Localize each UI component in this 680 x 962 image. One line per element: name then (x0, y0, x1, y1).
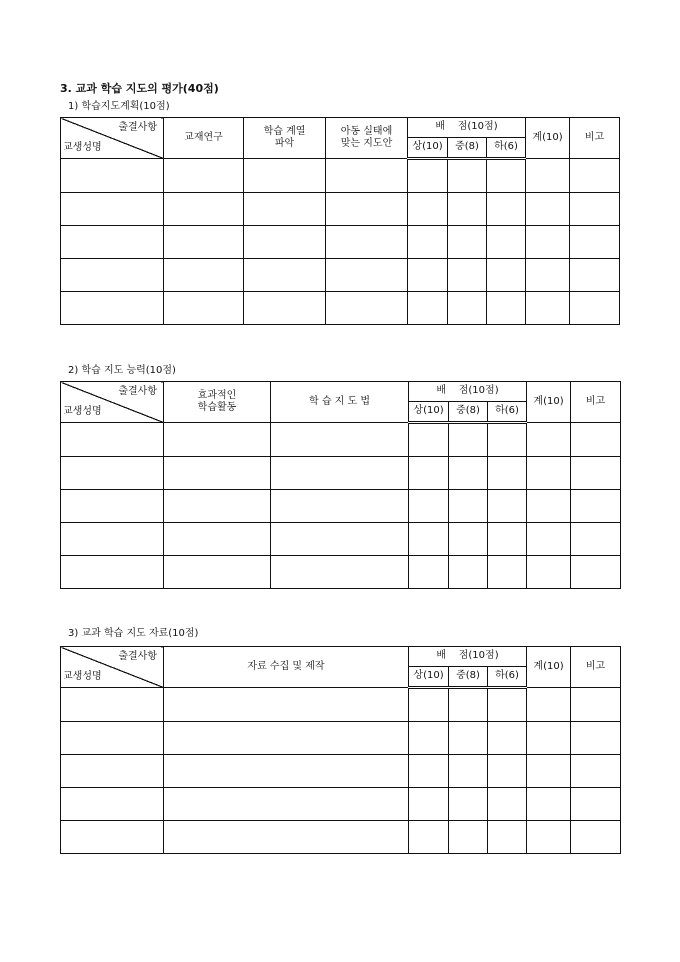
child-condition-line2: 맞는 지도안 (340, 138, 393, 149)
table-row (61, 556, 621, 589)
effective-activity-line2: 학습활동 (197, 402, 237, 413)
material-production-header: 자료 수집 및 제작 (164, 647, 409, 688)
diagonal-header-cell (61, 382, 164, 423)
table1-subtitle: 1) 학습지도계획(10점) (68, 101, 170, 112)
teaching-method-header: 학 습 지 도 법 (271, 382, 409, 423)
remarks-header: 비고 (571, 382, 621, 423)
score-low-header: 하(6) (488, 402, 527, 423)
remarks-header: 비고 (570, 118, 620, 159)
score-header: 배 점(10점) (408, 118, 526, 138)
table-row (61, 722, 621, 755)
score-mid-header: 중(8) (448, 138, 487, 159)
lesson-plan-table (60, 117, 620, 325)
table-row (61, 688, 621, 722)
effective-activity-header (164, 382, 271, 423)
score-high-header: 상(10) (409, 667, 449, 688)
diagonal-header-cell (61, 647, 164, 688)
table-row (61, 490, 621, 523)
diagonal-header-cell (61, 118, 164, 159)
score-mid-header: 중(8) (449, 667, 488, 688)
child-condition-header (326, 118, 408, 159)
table-row (61, 423, 621, 457)
table3-subtitle: 3) 교과 학습 지도 자료(10점) (68, 628, 199, 639)
table-row (61, 523, 621, 556)
student-name-label: 교생성명 (63, 670, 102, 682)
score-high-header: 상(10) (408, 138, 448, 159)
score-header: 배 점(10점) (409, 382, 527, 402)
table-row (61, 193, 620, 226)
table-row (61, 259, 620, 292)
total-header: 계(10) (527, 382, 571, 423)
total-header: 계(10) (527, 647, 571, 688)
section-title: 3. 교과 학습 지도의 평가(40점) (60, 82, 219, 95)
score-mid-header: 중(8) (449, 402, 488, 423)
table-row (61, 226, 620, 259)
student-name-label: 교생성명 (63, 141, 102, 153)
table-row (61, 159, 620, 193)
learning-sequence-header (244, 118, 326, 159)
teaching-materials-table (60, 646, 621, 854)
attendance-label: 출결사항 (118, 122, 157, 133)
student-name-label: 교생성명 (63, 405, 102, 417)
learning-sequence-line1: 학습 계열 (263, 125, 306, 137)
attendance-label: 출결사항 (118, 651, 157, 662)
remarks-header: 비고 (571, 647, 621, 688)
score-low-header: 하(6) (487, 138, 526, 159)
learning-sequence-line2: 파악 (274, 138, 295, 149)
table2-subtitle: 2) 학습 지도 능력(10점) (68, 365, 176, 376)
table-row (61, 292, 620, 325)
table-row (61, 788, 621, 821)
score-low-header: 하(6) (488, 667, 527, 688)
score-header: 배 점(10점) (409, 647, 527, 667)
score-high-header: 상(10) (409, 402, 449, 423)
attendance-label: 출결사항 (118, 386, 157, 397)
material-study-header: 교재연구 (164, 118, 244, 159)
teaching-ability-table (60, 381, 621, 589)
effective-activity-line1: 효과적인 (197, 389, 237, 401)
table-row (61, 755, 621, 788)
total-header: 계(10) (526, 118, 570, 159)
table-row (61, 821, 621, 854)
child-condition-line1: 아동 실태에 (340, 125, 393, 137)
table-row (61, 457, 621, 490)
